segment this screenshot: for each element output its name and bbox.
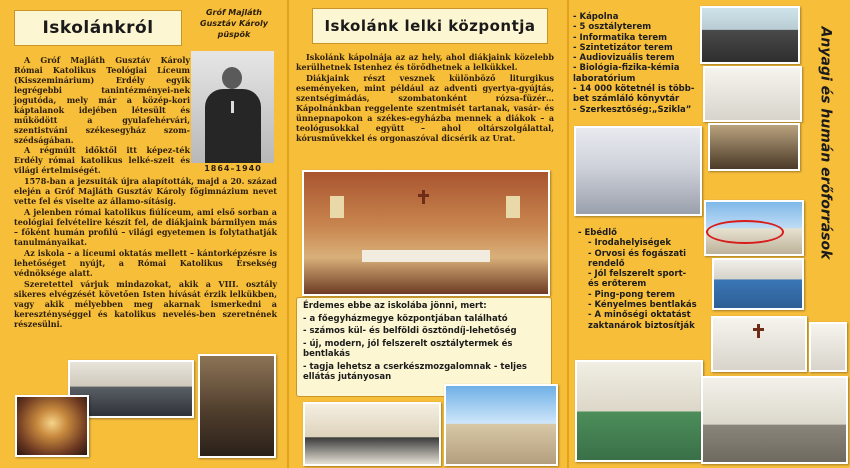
resource-item-1: - Kápolna (573, 12, 619, 22)
facility-item-5: - Jól felszerelt sport- (588, 269, 687, 280)
facility-item-3: - Orvosi és fogászati (588, 248, 687, 259)
resource-item-6: - Biológia-fizika-kémia (573, 63, 680, 74)
resource-item-7: laboratórium (573, 73, 636, 84)
portrait-caption-line-1: Gróf Majláth (205, 8, 263, 17)
left-paragraph-3: 1578-ban a jezsuiták újra alapították, majd a 20. század elején a Gróf Majláth Gusztáv Károly főgimnázium nevet vette fel és viselte az államo-sításig. (14, 176, 277, 206)
left-paragraph-6: Szeretettel várjuk mindazokat, akik a VIII. osztály sikeres elvégzését követően Isten hívását érzik lelkükben, vagy akik mélyebben meg akarnak ismerkedni a kereszténységgel és katolikus nevelés-ben szeretnének részesülni. (14, 279, 277, 329)
chapel-photo (302, 170, 550, 296)
resource-item-8: - 14 000 kötetnél is több- (573, 84, 695, 95)
portrait-cross-icon (231, 101, 234, 113)
resource-item-4: - Szintetizátor terem (573, 42, 673, 53)
reasons-box (296, 297, 552, 397)
middle-body-text (296, 52, 554, 144)
facility-item-8: - Kényelmes bentlakás (588, 300, 697, 311)
reason-item-3: - új, modern, jól felszerelt osztálytermek és bentlakás (303, 338, 513, 359)
portrait-figure-head (222, 67, 242, 89)
portrait-caption-line-3: püspök (217, 30, 251, 39)
dormitory-photo (711, 316, 807, 372)
facility-item-2: - Irodahelyiségek (588, 238, 672, 249)
chapel-window-left (330, 196, 344, 218)
resource-item-9: bet számláló könyvtár (573, 94, 680, 105)
lab-photo (703, 66, 802, 122)
sports-hall-photo (575, 360, 703, 462)
facility-item-7: - Ping-pong terem (588, 289, 675, 300)
library-photo (708, 123, 800, 171)
left-body-text (14, 55, 190, 146)
resource-item-10: - Szerkesztőség:„Szikla” (573, 104, 692, 115)
resource-item-5: - Audiovizuális terem (573, 53, 675, 64)
resource-item-2: - 5 osztályterem (573, 22, 652, 33)
chapel-window-right (506, 196, 520, 218)
facility-item-4: rendelő (588, 258, 625, 269)
left-paragraph-4: A jelenben római katolikus fiúlíceum, ami első sorban a teológiai felvételire készít fel, de diákjaink bármilyen más – főként humán profilú – világi egyetemen is folytathatják tanulmányaikat. (14, 207, 277, 247)
study-hall-photo (574, 126, 702, 216)
left-paragraph-2: A régmúlt időktől itt képez-ték Erdély római katolikus lelké-szeit és világi értelmiségét. (14, 145, 190, 175)
facility-item-1: - Ebédlő (578, 228, 617, 238)
portrait-years: 1864–1940 (204, 164, 262, 173)
ping-pong-photo (712, 258, 804, 310)
office-photo (809, 322, 847, 372)
vertical-title-text: Anyagi és humán erőforrások (817, 26, 834, 260)
middle-title: Iskolánk lelki központja (312, 8, 548, 44)
organ-photo (198, 354, 276, 458)
reason-item-1: - a főegyházmegye központjában található (303, 313, 508, 324)
portrait-caption (192, 7, 276, 40)
facility-item-6: és erőterem (588, 279, 647, 290)
resources-bottom-list (578, 228, 708, 331)
gym-photo (701, 376, 848, 464)
computer-room-photo (700, 6, 800, 64)
dormitory-cross-icon (757, 324, 760, 338)
middle-paragraph-2: Diákjaink részt vesznek különböző liturgikus eseményeken, mint például az adventi gyertya-gyújtás, szentségimádás, szombatonként rózsa-füzér… Kápolnánkban reggelente szentmisét tartanak, vasár- és ünnepnapokon a székes-egyházba mennek a diákok – a teológusokkal együtt – ahol oltárszolgálattal, kórusművekkel és orgonaszóval dicsérik az Urat. (296, 73, 554, 143)
highlight-ring (706, 220, 784, 244)
facility-item-9: - A minőségi oktatást (588, 310, 691, 321)
chapel-cross-icon (422, 190, 425, 204)
left-paragraph-1: A Gróf Majláth Gusztáv Károly Római Katolikus Teológiai Líceum (Kisszeminárium) Erdély egyik legrégebbi tanintézményei-nek jogutóda, mely már a közép-kori káptalanok idejében létesült és működött a gyulafehérvári, szentistváni székesegyház szom-szédságában. (14, 55, 190, 145)
altar-photo (15, 395, 89, 457)
left-title: Iskolánkról (14, 10, 182, 46)
vertical-title (803, 8, 847, 278)
reasons-heading: Érdemes ebbe az iskolába jönni, mert: (303, 301, 487, 311)
reason-item-4: - tagja lehetsz a cserkészmozgalomnak - teljes ellátás jutányosan (303, 361, 527, 382)
middle-paragraph-1: Iskolánk kápolnája az az hely, ahol diákjaink közelebb kerülhetnek Istenhez és törődhetnek a lelkükkel. (296, 52, 554, 72)
portrait-caption-line-2: Gusztáv Károly (200, 19, 268, 28)
cathedral-interior-photo (303, 402, 441, 466)
chapel-altar (362, 250, 490, 262)
building-photo (704, 200, 804, 256)
resource-item-3: - Informatika terem (573, 32, 667, 43)
left-paragraph-5: Az iskola – a líceumi oktatás mellett – kántorképzésre is lehetőséget nyújt, a Római Katolikus Érsekség védnöksége alatt. (14, 248, 277, 278)
cathedral-exterior-photo (444, 384, 558, 466)
resources-top-list (573, 12, 701, 115)
reason-item-2: - számos kül- és belföldi ösztöndíj-lehetőség (303, 326, 517, 336)
facility-item-10: zaktanárok biztosítják (588, 320, 695, 331)
left-body-text-lower (14, 145, 277, 330)
